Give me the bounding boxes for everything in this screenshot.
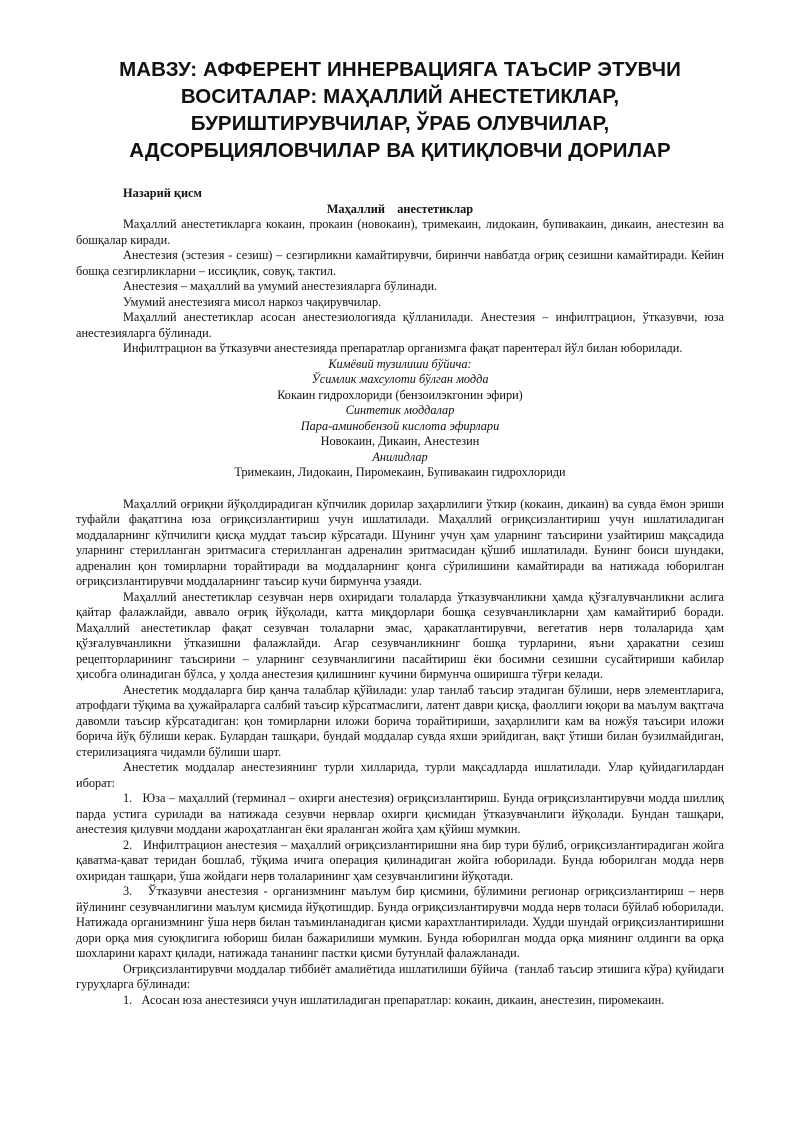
paragraph: Маҳаллий оғриқни йўқолдирадиган кўпчилик дорилар заҳарлилиги ўткир (кокаин, дикаин) ва сувда ёмон эриши туфайли фақатгина юза оғриқсизлантириш учун ишлатилади. Маҳаллий оғриқсизлантириш учун ишлатиладиган моддаларнинг кўпчилиги қисқа муддат таъсир кўрсатади. Шунинг учун ҳам уларнинг таъсирини узайтириш мақсадида уларнинг стерилланган эритмасига стерилланган адреналин эритмасидан қўшиб ишлатилади. Бунинг боиси шундаки, адреналин қон томирларни торайтиради ва моддаларнинг қонга сўрилишини камайтиради ва натижада юборилган оғриқсизлантирувчи моддаларнинг таъсир кучи бирмунча узаяди. [76,496,724,588]
classification-line: Синтетик моддалар [345,403,455,417]
paragraph: Умумий анестезияга мисол наркоз чақирувчилар. [123,294,382,309]
paragraph: Инфилтрацион ва ўтказувчи анестезияда препаратлар организмга фақат парентерал йўл билан юборилади. [123,341,683,355]
numbered-item: 1. Юза – маҳаллий (терминал – охирги анестезия) оғриқсизлантириш. Бунда оғриқсизлантирувчи модда шиллиқ парда устига сурилади ва натижада сезувчи нервлар охирги қисмидан ўтказувчанлиги йўқолади. Бундан ташқари, анестезия қилувчи моддани жароҳатланган ёки яраланган жойга ҳам қўйиш мумкин. [76,791,728,836]
paragraph: Анестезия – маҳаллий ва умумий анестезияларга бўлинади. [123,279,438,293]
classification-block [76,357,724,481]
paragraph: Маҳаллий анестетиклар асосан анестезиологияда қўлланилади. Анестезия – инфилтрацион, ўтказувчи, юза анестезияларга бўлинади. [76,310,724,340]
classification-line: Кимёвий тузилиши бўйича: [328,356,472,371]
document-page [76,56,728,1008]
paragraph: Анестетик моддалар анестезиянинг турли хилларида, турли мақсадларда ишлатилади. Улар қуйидагилардан иборат: [76,760,724,790]
section-label: Назарий қисм [123,186,202,200]
paragraph: Оғриқсизлантирувчи моддалар тиббиёт амалиётида ишлатилиши бўйича (танлаб таъсир этишига кўра) қуйидаги гуруҳларга бўлинади: [76,961,728,991]
page-title [76,56,724,164]
classification-line: Новокаин, Дикаин, Анестезин [320,434,480,448]
paragraph: Маҳаллий анестетиклар сезувчан нерв охиридаги толаларда ўтказувчанликни ҳамда қўзғалувчанликни аслига қайтар фалажлайди, аввало оғриқ йўқолади, катта миқдорлари бошқа сезувчанликларни ҳам камайтириб боради. Маҳаллий анестетиклар фақат сезувчан толаларни эмас, ҳаракатлантирувчи, вегетатив нерв толаларида ҳам қўзғалувчанликни ўтказишни фалажлайди. Агар сезувчанликнинг бошқа турларини, яъни ҳаракатни сезиш рецепторларининг таъсирини – уларнинг сезувчанлигини пасайтириш ёки босимни сезишни сусайтириши кабилар ҳисобга олинадиган бўлса, у ҳолда анестезия қилишнинг кучини бирмунча оширишга тўғри келади. [76,589,724,681]
numbered-item: 3. Ўтказувчи анестезия - организмнинг маълум бир қисмини, бўлимини регионар оғриқсизлантириш – нерв йўлининг сезувчанлигини маълум қисмида йўқотишдир. Бунда оғриқсизлантирувчи модда нерв толаси бўйлаб юборилади. Натижада организмнинг ўша нерв билан таъминланадиган қисми карахтлантирилади. Худди шундай оғриқсизлантиришни дори орқа мия суюқлигига юбориш билан бажарилиши мумкин. Бунда юборилган модда орқа миянинг олдинги ва орқа шохларини карахт қилади, натижада тананинг пастки қисми бутунлай фалажланади. [76,884,728,960]
spacer [76,481,724,497]
title-line: АДСОРБЦИЯЛОВЧИЛАР ВА ҚИТИҚЛОВЧИ ДОРИЛАР [129,139,671,162]
classification-line: Ўсимлик махсулоти бўлган модда [311,372,489,386]
classification-line: Пара-аминобензой кислота эфирлари [300,418,500,433]
paragraph: Анестезия (эстезия - сезиш) – сезгирликни камайтирувчи, биринчи навбатда оғриқ сезишни камайтиради. Кейин бошқа сезгирликларни – иссиқлик, совуқ, тактил. [76,248,724,278]
title-line: БУРИШТИРУВЧИЛАР, ЎРАБ ОЛУВЧИЛАР, [190,112,610,135]
paragraph: Маҳаллий анестетикларга кокаин, прокаин (новокаин), тримекаин, лидокаин, бупивакаин, дикаин, анестезин ва бошқалар киради. [76,217,724,247]
section-heading: Маҳаллий анестетиклар [326,201,474,216]
paragraph: Анестетик моддаларга бир қанча талаблар қўйилади: улар танлаб таъсир этадиган бўлиши, нерв элементларига, атрофдаги тўқима ва ҳужайраларга салбий таъсир кўрсатмаслиги, латент даври қисқа, фаоллиги юқори ва маълум вақтгача давомли таъсир кўрсатадиган: қон томирларни иложи борича торайтириши, заҳарлилиги кам ва ножўя таъсири иложи борича йўқ бўлиши керак. Булардан ташқари, бундай моддалар сувда яхши эрийдиган, вақт ўтиши билан бузилмайдиган, стерилизацияга чидамли бўлиши шарт. [76,682,724,759]
title-line: ВОСИТАЛАР: МАҲАЛЛИЙ АНЕСТЕТИКЛАР, [180,85,620,108]
numbered-item: 1. Асосан юза анестезияси учун ишлатиладиган препаратлар: кокаин, дикаин, анестезин, пиромекаин. [123,992,665,1007]
classification-line: Тримекаин, Лидокаин, Пиромекаин, Бупивакаин гидрохлориди [234,465,566,479]
classification-line: Кокаин гидрохлориди (бензоилэкгонин эфири) [277,387,523,402]
classification-line: Анилидлар [372,449,428,464]
title-line: МАВЗУ: АФФЕРЕНТ ИННЕРВАЦИЯГА ТАЪСИР ЭТУВЧИ [119,58,681,81]
numbered-item: 2. Инфилтрацион анестезия – маҳаллий оғриқсизлантиришни яна бир тури бўлиб, оғриқсизлантирадиган жойга қаватма-қават теридан бошлаб, тўқима ичига операция қилинадиган жойга юборилади. Бунда юборилган модда нерв охиридан ташқари, ўша жойдаги нерв толаларининг ҳам сезувчанлигини йўқотади. [76,837,728,883]
